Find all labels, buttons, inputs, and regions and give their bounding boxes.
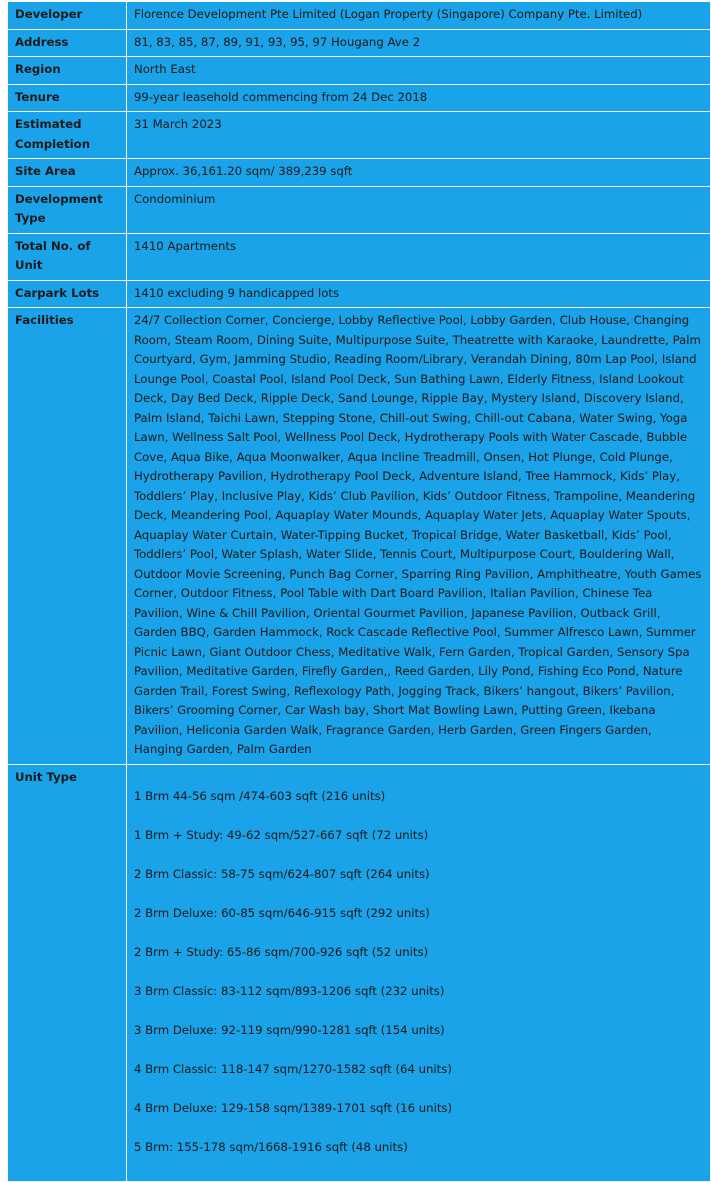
row-facilities <box>8 308 711 765</box>
value-address: 81, 83, 85, 87, 89, 91, 93, 95, 97 Hougang Ave 2 <box>127 29 711 57</box>
label-estimated-completion: Estimated Completion <box>8 112 127 159</box>
label-development-type: Development Type <box>8 186 127 233</box>
row-developer <box>8 2 711 30</box>
unit-type-line: 5 Brm: 155-178 sqm/1668-1916 sqft (48 units) <box>134 1140 408 1154</box>
unit-type-line: 4 Brm Classic: 118-147 sqm/1270-1582 sqft (64 units) <box>134 1062 452 1076</box>
unit-type-line: 2 Brm + Study: 65-86 sqm/700-926 sqft (52 units) <box>134 945 429 959</box>
project-details-table <box>7 1 711 1182</box>
unit-type-line: 2 Brm Deluxe: 60-85 sqm/646-915 sqft (292 units) <box>134 906 430 920</box>
label-carpark-lots: Carpark Lots <box>8 280 127 308</box>
label-region: Region <box>8 57 127 85</box>
row-estimated-completion <box>8 112 711 159</box>
label-unit-type: Unit Type <box>8 764 127 1182</box>
value-facilities: 24/7 Collection Corner, Concierge, Lobby Reflective Pool, Lobby Garden, Club House, Changing Room, Steam Room, Dining Suite, Multipurpose Suite, Theatrette with Karaoke, Laundrette, Palm Courtyard, Gym, Jamming Studio, Reading Room/Library, Verandah Dining, 80m Lap Pool, Island Lounge Pool, Coastal Pool, Island Pool Deck, Sun Bathing Lawn, Elderly Fitness, Island Lookout Deck, Day Bed Deck, Ripple Deck, Sand Lounge, Ripple Bay, Mystery Island, Discovery Island, Palm Island, Taichi Lawn, Stepping Stone, Chill-out Swing, Chill-out Cabana, Water Swing, Yoga Lawn, Wellness Salt Pool, Wellness Pool Deck, Hydrotherapy Pools with Water Cascade, Bubble Cove, Aqua Bike, Aqua Moonwalker, Aqua Incline Treadmill, Onsen, Hot Plunge, Cold Plunge, Hydrotherapy Pavilion, Hydrotherapy Pool Deck, Adventure Island, Tree Hammock, Kids’ Play, Toddlers’ Play, Inclusive Play, Kids’ Club Pavilion, Kids’ Outdoor Fitness, Trampoline, Meandering Deck, Meandering Pool, Aquaplay Water Mounds, Aquaplay Water Jets, Aquaplay Water Spouts, Aquaplay Water Curtain, Water-Tipping Bucket, Tropical Bridge, Water Basketball, Kids’ Pool, Toddlers’ Pool, Water Splash, Water Slide, Tennis Court, Multipurpose Court, Bouldering Wall, Outdoor Movie Screening, Punch Bag Corner, Sparring Ring Pavilion, Amphitheatre, Youth Games Corner, Outdoor Fitness, Pool Table with Dart Board Pavilion, Italian Pavilion, Chinese Tea Pavilion, Wine & Chill Pavilion, Oriental Gourmet Pavilion, Japanese Pavilion, Outback Grill, Garden BBQ, Garden Hammock, Rock Cascade Reflective Pool, Summer Alfresco Lawn, Summer Picnic Lawn, Giant Outdoor Chess, Meditative Walk, Fern Garden, Tropical Garden, Sensory Spa Pavilion, Meditative Garden, Firefly Garden,, Reed Garden, Lily Pond, Fishing Eco Pond, Nature Garden Trail, Forest Swing, Reflexology Path, Jogging Track, Bikers’ hangout, Bikers’ Pavilion, Bikers’ Grooming Corner, Car Wash bay, Short Mat Bowling Lawn, Putting Green, Ikebana Pavilion, Heliconia Garden Walk, Fragrance Garden, Herb Garden, Green Fingers Garden, Hanging Garden, Palm Garden <box>127 308 711 765</box>
label-developer: Developer <box>8 2 127 30</box>
value-carpark-lots: 1410 excluding 9 handicapped lots <box>127 280 711 308</box>
row-tenure <box>8 84 711 112</box>
row-carpark-lots <box>8 280 711 308</box>
label-total-units: Total No. of Unit <box>8 233 127 280</box>
row-address <box>8 29 711 57</box>
value-site-area: Approx. 36,161.20 sqm/ 389,239 sqft <box>127 159 711 187</box>
unit-type-line: 2 Brm Classic: 58-75 sqm/624-807 sqft (264 units) <box>134 867 430 881</box>
row-site-area <box>8 159 711 187</box>
unit-type-line: 1 Brm 44-56 sqm /474-603 sqft (216 units) <box>134 789 386 803</box>
value-development-type: Condominium <box>127 186 711 233</box>
label-facilities: Facilities <box>8 308 127 765</box>
label-address: Address <box>8 29 127 57</box>
unit-type-line: 4 Brm Deluxe: 129-158 sqm/1389-1701 sqft (16 units) <box>134 1101 453 1115</box>
value-tenure: 99-year leasehold commencing from 24 Dec 2018 <box>127 84 711 112</box>
unit-type-line: 3 Brm Deluxe: 92-119 sqm/990-1281 sqft (154 units) <box>134 1023 445 1037</box>
row-development-type <box>8 186 711 233</box>
label-site-area: Site Area <box>8 159 127 187</box>
unit-type-line: 3 Brm Classic: 83-112 sqm/893-1206 sqft (232 units) <box>134 984 445 998</box>
value-estimated-completion: 31 March 2023 <box>127 112 711 159</box>
label-tenure: Tenure <box>8 84 127 112</box>
row-total-units <box>8 233 711 280</box>
unit-type-list <box>127 764 711 1182</box>
value-region: North East <box>127 57 711 85</box>
row-region <box>8 57 711 85</box>
value-developer: Florence Development Pte Limited (Logan Property (Singapore) Company Pte. Limited) <box>127 2 711 30</box>
row-unit-type <box>8 764 711 1182</box>
value-total-units: 1410 Apartments <box>127 233 711 280</box>
unit-type-line: 1 Brm + Study: 49-62 sqm/527-667 sqft (72 units) <box>134 828 429 842</box>
